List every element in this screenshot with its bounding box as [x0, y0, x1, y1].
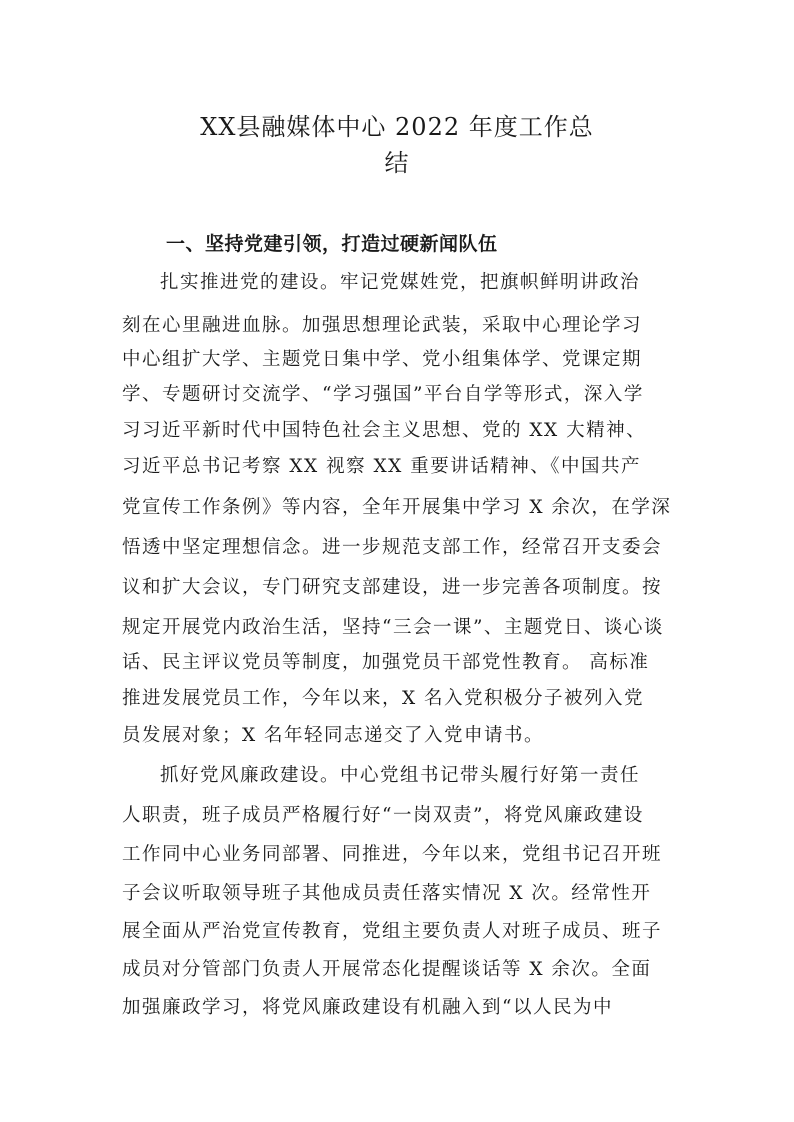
paragraph-line: 加强廉政学习，将党风廉政建设有机融入到“以人民为中 [122, 997, 613, 1018]
paragraph-line: 推进发展党员工作，今年以来，X 名入党积极分子被列入党 [122, 688, 645, 709]
paragraph-line: 习习近平新时代中国特色社会主义思想、党的 XX 大精神、 [122, 420, 647, 441]
paragraph-line: 议和扩大会议，专门研究支部建设，进一步完善各项制度。按 [122, 577, 663, 598]
paragraph-line: 工作同中心业务同部署、同推进，今年以来，党组书记召开班 [122, 844, 663, 865]
paragraph-line: 习近平总书记考察 XX 视察 XX 重要讲话精神、《中国共产 [122, 456, 641, 477]
paragraph-line: 子会议听取领导班子其他成员责任落实情况 X 次。经常性开 [122, 883, 652, 904]
paragraph-line: 成员对分管部门负责人开展常态化提醒谈话等 X 余次。全面 [122, 959, 652, 980]
paragraph-line: 中心组扩大学、主题党日集中学、党小组集体学、党课定期 [122, 349, 643, 370]
paragraph-line: 扎实推进党的建设。牢记党媒姓党，把旗帜鲜明讲政治 [160, 272, 641, 293]
paragraph-line: 抓好党风廉政建设。中心党组书记带头履行好第一责任 [160, 765, 641, 786]
paragraph-line: 展全面从严治党宣传教育，党组主要负责人对班子成员、班子 [122, 921, 663, 942]
paragraph-line: 悟透中坚定理想信念。进一步规范支部工作，经常召开支委会 [122, 537, 663, 558]
paragraph-line: 党宣传工作条例》等内容，全年开展集中学习 X 余次，在学深 [122, 497, 672, 518]
document-title-line-2: 结 [384, 149, 410, 177]
paragraph-line: 人职责，班子成员严格履行好“一岗双责”，将党风廉政建设 [122, 805, 644, 826]
paragraph-line: 话、民主评议党员等制度，加强党员干部党性教育。 高标准 [122, 652, 650, 673]
section-heading: 一、坚持党建引领，打造过硬新闻队伍 [166, 233, 498, 255]
paragraph-line: 学、专题研讨交流学、“学习强国”平台自学等形式，深入学 [122, 384, 644, 405]
paragraph-line: 刻在心里融进血脉。加强思想理论武装，采取中心理论学习 [122, 315, 643, 336]
document-title-line-1: XX县融媒体中心 2022 年度工作总 [200, 113, 594, 141]
paragraph-line: 员发展对象；X 名年轻同志递交了入党申请书。 [122, 725, 545, 746]
paragraph-line: 规定开展党内政治生活，坚持“三会一课”、主题党日、谈心谈 [122, 617, 664, 638]
